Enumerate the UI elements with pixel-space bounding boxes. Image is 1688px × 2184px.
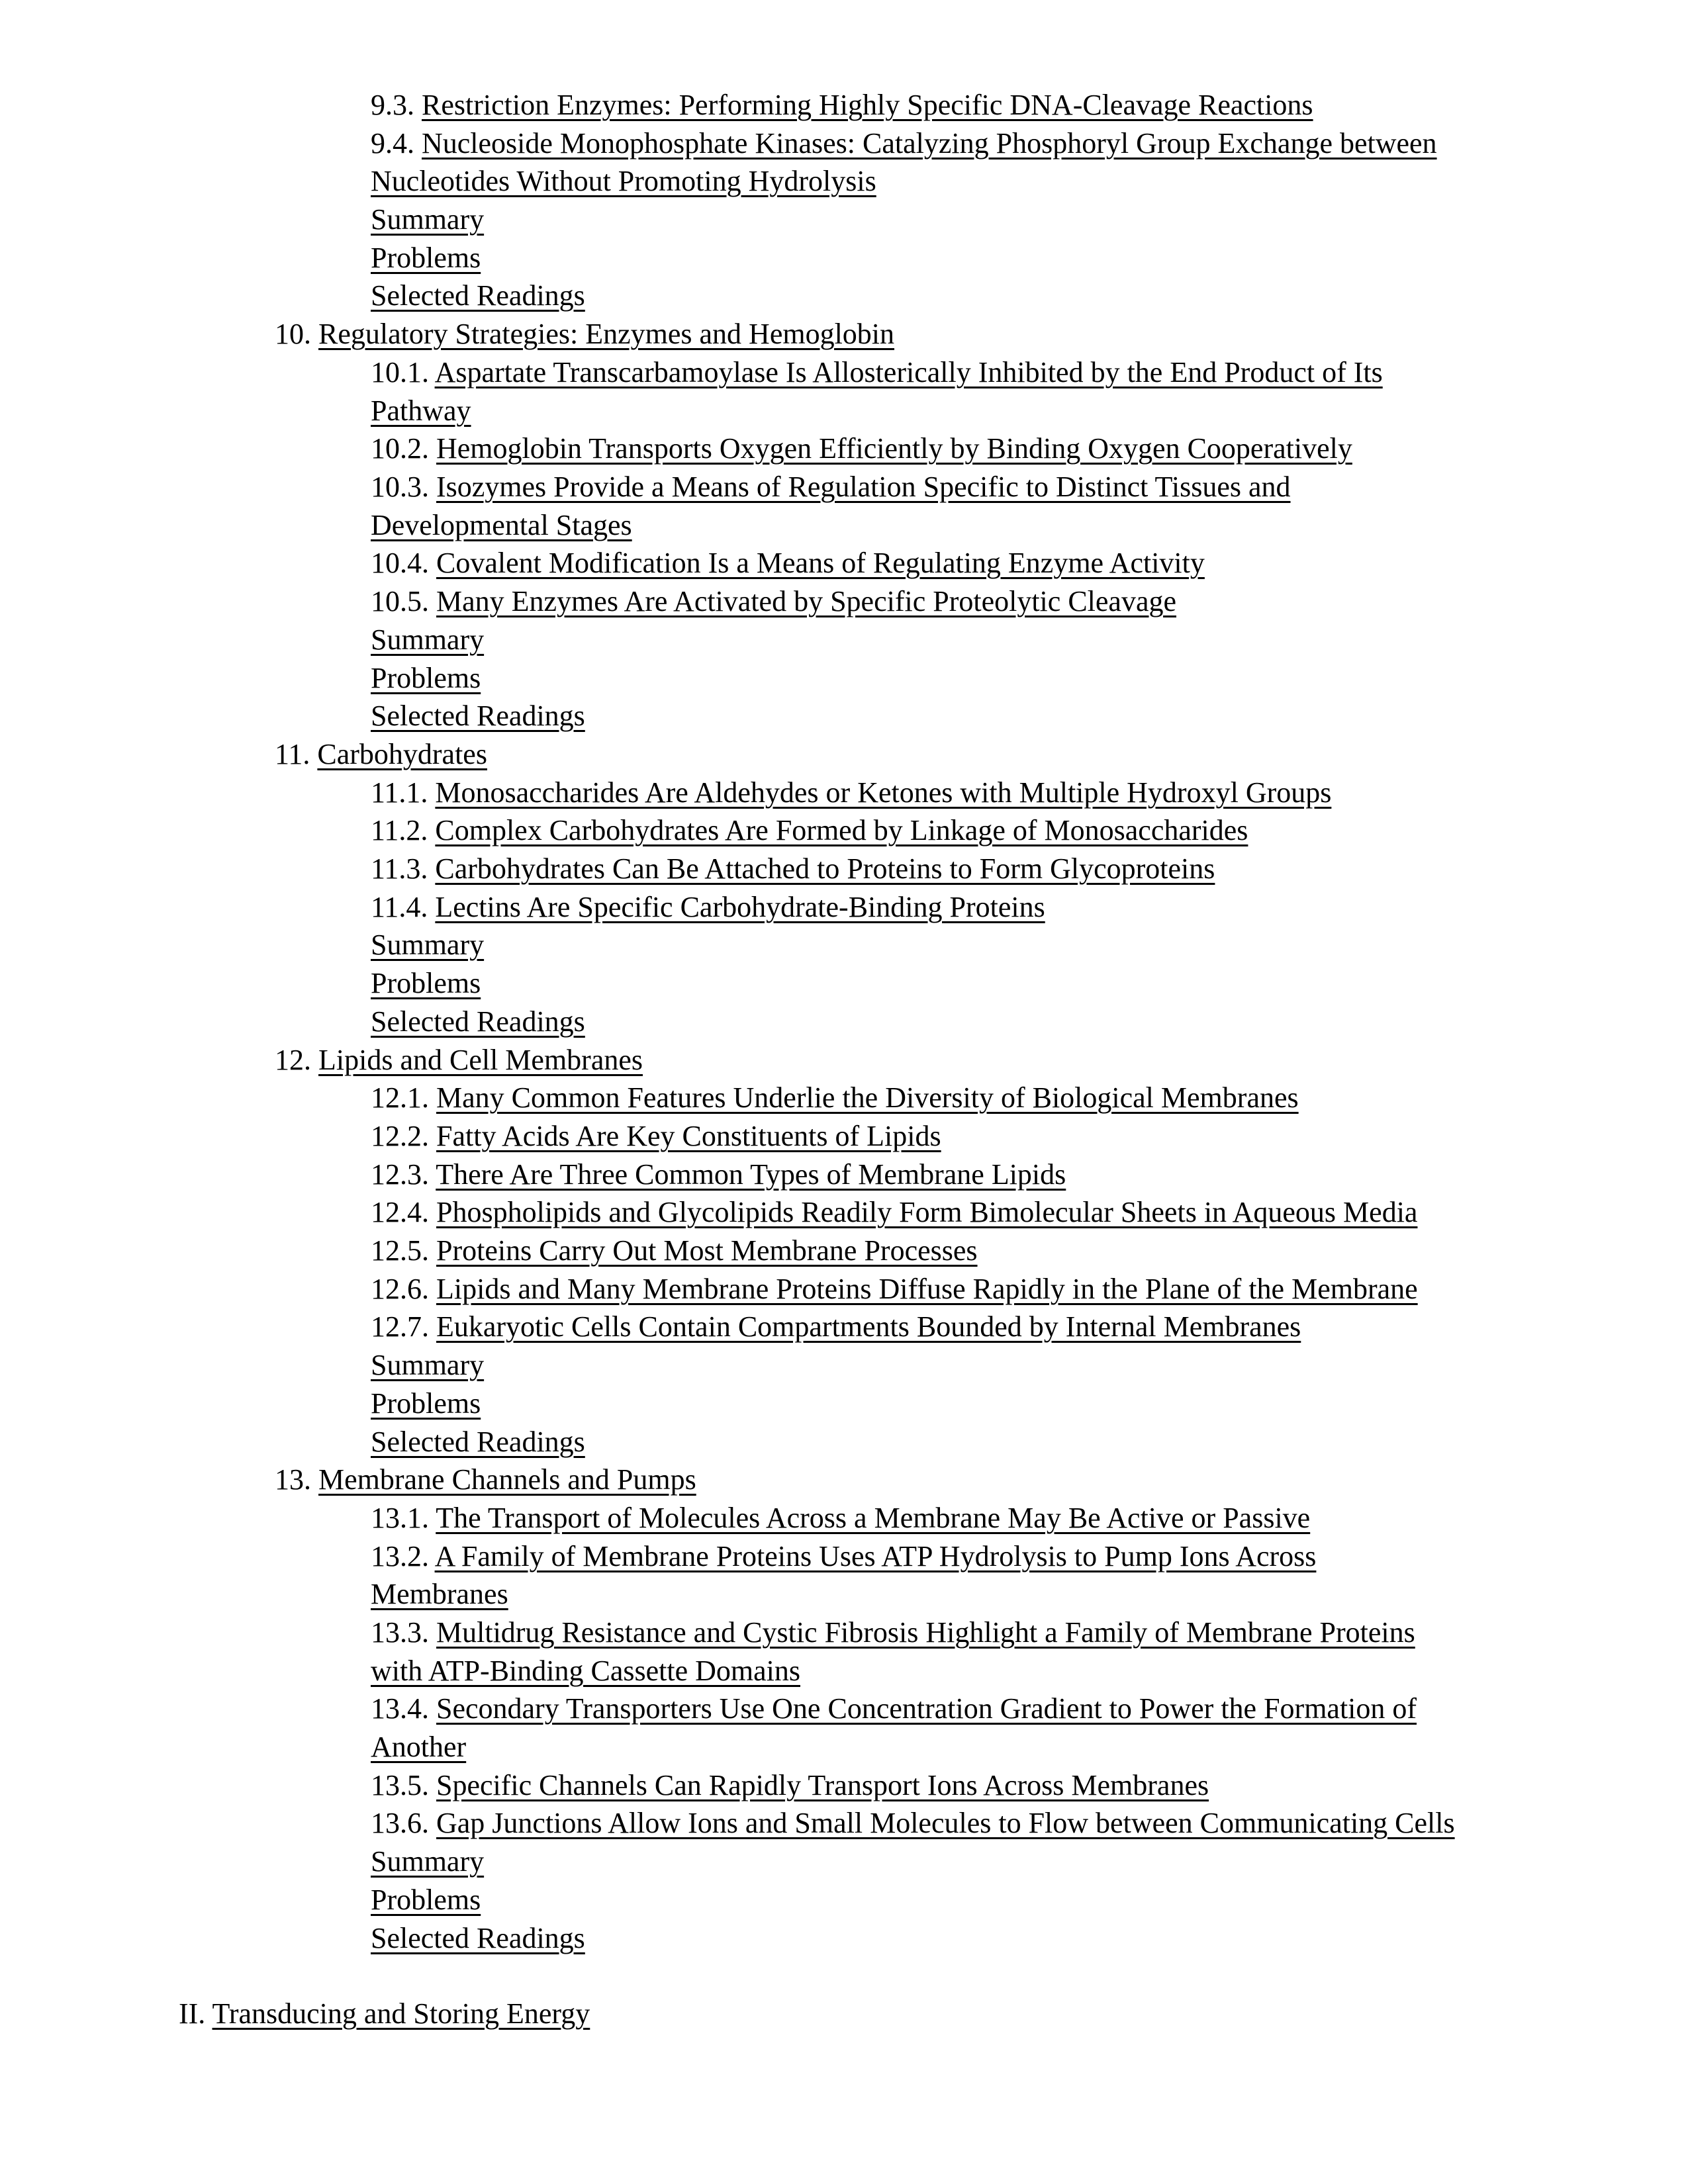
toc-entry-number: 12.5. [371,1234,436,1267]
toc-subsection-entry [0,239,1688,277]
toc-entry-link[interactable]: Selected Readings [371,1922,585,1954]
toc-entry-number: 10.5. [371,585,436,617]
toc-chapter-entry [0,315,1688,353]
toc-entry-number: 13.5. [371,1769,436,1801]
toc-subsection-entry [0,1346,1688,1385]
toc-entry-link[interactable]: Gap Junctions Allow Ions and Small Molecules to Flow between Communicating Cells [436,1807,1455,1839]
toc-entry-link[interactable]: Covalent Modification Is a Means of Regulating Enzyme Activity [436,547,1205,579]
toc-entry-link[interactable]: Isozymes Provide a Means of Regulation Specific to Distinct Tissues and [436,471,1291,503]
toc-subsection-entry [0,888,1688,927]
toc-subsection-entry [0,1308,1688,1346]
toc-subsection-entry [0,582,1688,621]
toc-entry-link[interactable]: Nucleoside Monophosphate Kinases: Catalyzing Phosphoryl Group Exchange between [422,127,1437,159]
toc-entry-link[interactable]: Selected Readings [371,279,585,312]
toc-subsection-entry [0,774,1688,812]
toc-subsection-entry [0,162,1688,201]
toc-entry-link[interactable]: Restriction Enzymes: Performing Highly Specific DNA-Cleavage Reactions [422,89,1313,121]
toc-entry-number: 11.2. [371,814,436,846]
toc-entry-number: 9.4. [371,127,422,159]
toc-chapter-entry [0,1461,1688,1499]
toc-entry-number: 11.3. [371,852,436,885]
toc-entry-link[interactable]: Proteins Carry Out Most Membrane Processes [436,1234,978,1267]
toc-subsection-entry [0,1728,1688,1766]
toc-entry-number: 13. [275,1463,318,1496]
toc-subsection-entry [0,621,1688,659]
toc-entry-number: 12.3. [371,1158,436,1191]
toc-entry-number: 13.1. [371,1502,436,1534]
toc-entry-link[interactable]: Pathway [371,394,471,427]
toc-entry-link[interactable]: Selected Readings [371,1426,585,1458]
toc-entry-link[interactable]: Complex Carbohydrates Are Formed by Linkage of Monosaccharides [435,814,1248,846]
toc-entry-link[interactable]: Membranes [371,1578,508,1610]
toc-entry-number: 11.1. [371,776,436,809]
toc-subsection-entry [0,1843,1688,1881]
toc-entry-link[interactable]: with ATP-Binding Cassette Domains [371,1655,800,1687]
toc-entry-link[interactable]: Eukaryotic Cells Contain Compartments Bounded by Internal Membranes [436,1310,1301,1343]
toc-subsection-entry [0,201,1688,239]
toc-entry-link[interactable]: Problems [371,242,481,274]
toc-entry-link[interactable]: Transducing and Storing Energy [212,1997,590,2030]
toc-entry-number: 10.3. [371,471,436,503]
toc-subsection-entry [0,392,1688,430]
toc-part-entry [0,1995,1688,2033]
toc-entry-link[interactable]: Fatty Acids Are Key Constituents of Lipids [436,1120,941,1152]
toc-entry-link[interactable]: Summary [371,929,485,961]
toc-subsection-entry [0,1193,1688,1232]
toc-subsection-entry [0,1766,1688,1805]
toc-chapter-entry [0,1041,1688,1079]
toc-subsection-entry [0,659,1688,698]
toc-entry-number: 10.2. [371,432,436,465]
toc-entry-link[interactable]: Summary [371,623,485,656]
toc-entry-link[interactable]: Membrane Channels and Pumps [318,1463,696,1496]
toc-entry-number: 10. [275,318,318,350]
toc-entry-number: 11. [275,738,318,770]
toc-subsection-entry [0,544,1688,582]
toc-entry-link[interactable]: Monosaccharides Are Aldehydes or Ketones with Multiple Hydroxyl Groups [435,776,1332,809]
toc-entry-link[interactable]: Hemoglobin Transports Oxygen Efficiently by Binding Oxygen Cooperatively [436,432,1352,465]
toc-entry-link[interactable]: Carbohydrates [317,738,487,770]
toc-entry-number: 12.6. [371,1273,436,1305]
toc-entry-link[interactable]: Developmental Stages [371,509,632,541]
toc-subsection-entry [0,926,1688,964]
toc-entry-number: 12. [275,1044,318,1076]
toc-subsection-entry [0,1575,1688,1614]
toc-subsection-entry [0,353,1688,392]
toc-subsection-entry [0,506,1688,545]
toc-subsection-entry [0,697,1688,735]
toc-entry-link[interactable]: Another [371,1731,467,1763]
toc-subsection-entry [0,811,1688,850]
toc-subsection-entry [0,1614,1688,1652]
toc-entry-number: 13.6. [371,1807,436,1839]
toc-entry-link[interactable]: Carbohydrates Can Be Attached to Proteins to Form Glycoproteins [435,852,1215,885]
toc-entry-number: 12.4. [371,1196,436,1228]
toc-entry-link[interactable]: Selected Readings [371,700,585,732]
toc-entry-number: II. [179,1997,212,2030]
toc-entry-number: 12.1. [371,1081,436,1114]
toc-subsection-entry [0,86,1688,124]
toc-subsection-entry [0,964,1688,1003]
toc-entry-link[interactable]: Problems [371,967,481,999]
toc-subsection-entry [0,1652,1688,1690]
toc-subsection-entry [0,1499,1688,1537]
toc-entry-link[interactable]: A Family of Membrane Proteins Uses ATP Hydrolysis to Pump Ions Across [434,1540,1317,1572]
toc-entry-number: 10.4. [371,547,436,579]
toc-subsection-entry [0,124,1688,163]
toc-entry-link[interactable]: Summary [371,1349,485,1381]
toc-entry-link[interactable]: Summary [371,1845,485,1878]
toc-entry-number: 13.4. [371,1692,436,1725]
toc-entry-link[interactable]: Lipids and Cell Membranes [318,1044,643,1076]
toc-subsection-entry [0,1690,1688,1728]
toc-subsection-entry [0,1156,1688,1194]
toc-subsection-entry [0,468,1688,506]
toc-subsection-entry [0,1537,1688,1576]
toc-entry-link[interactable]: Selected Readings [371,1005,585,1038]
toc-entry-link[interactable]: Lipids and Many Membrane Proteins Diffuse Rapidly in the Plane of the Membrane [436,1273,1418,1305]
toc-subsection-entry [0,1079,1688,1117]
toc-entry-link[interactable]: Many Common Features Underlie the Diversity of Biological Membranes [436,1081,1299,1114]
toc-entry-link[interactable]: The Transport of Molecules Across a Membrane May Be Active or Passive [436,1502,1311,1534]
toc-subsection-entry [0,1232,1688,1270]
toc-subsection-entry [0,1919,1688,1958]
toc-subsection-entry [0,1423,1688,1461]
toc-subsection-entry [0,1804,1688,1843]
toc-subsection-entry [0,277,1688,315]
toc-entry-number: 13.3. [371,1616,436,1649]
toc-entry-number: 9.3. [371,89,422,121]
toc-entry-link[interactable]: Problems [371,1884,481,1916]
toc-subsection-entry [0,1003,1688,1041]
toc-entry-link[interactable]: Summary [371,203,485,236]
toc-entry-link[interactable]: Problems [371,662,481,694]
toc-entry-link[interactable]: Aspartate Transcarbamoylase Is Allosterically Inhibited by the End Product of Its [434,356,1383,388]
toc-subsection-entry [0,850,1688,888]
toc-entry-number: 12.7. [371,1310,436,1343]
toc-entry-link[interactable]: Lectins Are Specific Carbohydrate-Binding Proteins [435,891,1045,923]
toc-entry-number: 11.4. [371,891,436,923]
toc-entry-link[interactable]: Many Enzymes Are Activated by Specific Proteolytic Cleavage [436,585,1177,617]
toc-entry-link[interactable]: Regulatory Strategies: Enzymes and Hemoglobin [318,318,895,350]
toc-entry-link[interactable]: Nucleotides Without Promoting Hydrolysis [371,165,876,197]
toc-entry-link[interactable]: There Are Three Common Types of Membrane Lipids [436,1158,1066,1191]
toc-entry-link[interactable]: Multidrug Resistance and Cystic Fibrosis Highlight a Family of Membrane Proteins [436,1616,1415,1649]
toc-entry-number: 12.2. [371,1120,436,1152]
toc-subsection-entry [0,1881,1688,1919]
toc-entry-link[interactable]: Specific Channels Can Rapidly Transport Ions Across Membranes [436,1769,1209,1801]
toc-chapter-entry [0,735,1688,774]
toc-entry-link[interactable]: Problems [371,1387,481,1420]
toc-entry-link[interactable]: Phospholipids and Glycolipids Readily Form Bimolecular Sheets in Aqueous Media [436,1196,1418,1228]
toc-entry-number: 10.1. [371,356,435,388]
toc-subsection-entry [0,430,1688,468]
toc-entry-number: 13.2. [371,1540,435,1572]
toc-entry-link[interactable]: Secondary Transporters Use One Concentration Gradient to Power the Formation of [436,1692,1417,1725]
toc-subsection-entry [0,1385,1688,1423]
toc-subsection-entry [0,1270,1688,1308]
toc-subsection-entry [0,1117,1688,1156]
